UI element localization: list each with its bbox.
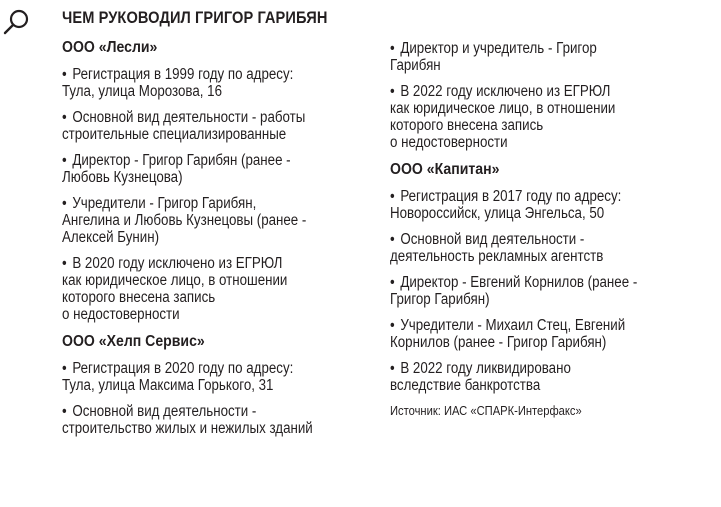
list-item-text: Регистрация в 2020 году по адресу:: [72, 360, 294, 377]
page-title: ЧЕМ РУКОВОДИЛ ГРИГОР ГАРИБЯН: [62, 8, 328, 27]
bullet-dot: •: [62, 403, 67, 420]
list-item-text: Основной вид деятельности -: [400, 231, 585, 248]
list-item-line: [62, 109, 337, 126]
list-item-line: как юридическое лицо, в отношении: [62, 272, 288, 289]
list-item-line: деятельность рекламных агентств: [390, 248, 604, 265]
bullet-dot: •: [390, 317, 395, 334]
list-item-line: Тула, улица Максима Горького, 31: [62, 377, 274, 394]
list-item-line: Ангелина и Любовь Кузнецовы (ранее -: [62, 212, 307, 229]
bullet-dot: •: [62, 66, 67, 83]
bullet-dot: •: [62, 195, 67, 212]
list-item-text: Директор - Евгений Корнилов (ранее -: [400, 274, 638, 291]
list-item-line: [390, 83, 674, 100]
list-item-line: [390, 360, 674, 377]
list-item-line: о недостоверности: [390, 134, 508, 151]
bullet-dot: •: [390, 83, 395, 100]
bullet-list: [390, 188, 720, 394]
right-column: [390, 40, 720, 419]
list-item-text: Директор и учредитель - Григор: [400, 40, 597, 57]
list-item-line: Алексей Бунин): [62, 229, 160, 246]
list-item-line: [390, 40, 674, 57]
bullet-list: [390, 40, 720, 151]
list-item-line: [390, 317, 674, 334]
list-item-line: Корнилов (ранее - Григор Гарибян): [390, 334, 607, 351]
list-item-text: Директор - Григор Гарибян (ранее -: [72, 152, 291, 169]
bullet-dot: •: [62, 152, 67, 169]
bullet-list: [62, 66, 382, 323]
list-item-line: [62, 255, 337, 272]
list-item-text: В 2022 году ликвидировано: [400, 360, 571, 377]
bullet-dot: •: [390, 274, 395, 291]
bullet-list: [62, 360, 382, 437]
list-item-line: вследствие банкротства: [390, 377, 541, 394]
list-item-line: [390, 274, 674, 291]
list-item-line: Тула, улица Морозова, 16: [62, 83, 223, 100]
list-item: [390, 317, 674, 351]
bullet-dot: •: [390, 231, 395, 248]
list-item-line: [62, 152, 337, 169]
bullet-dot: •: [390, 40, 395, 57]
list-item: [390, 188, 674, 222]
bullet-dot: •: [390, 360, 395, 377]
company-name: ООО «Капитан»: [390, 161, 500, 178]
list-item-line: [62, 195, 337, 212]
list-item-line: [62, 360, 337, 377]
bullet-dot: •: [62, 109, 67, 126]
list-item-text: Основной вид деятельности - работы: [72, 109, 306, 126]
search-icon: [2, 8, 30, 36]
list-item-line: которого внесена запись: [62, 289, 216, 306]
list-item: [390, 274, 674, 308]
list-item-line: строительство жилых и нежилых зданий: [62, 420, 313, 437]
list-item: [62, 255, 337, 323]
list-item-text: Регистрация в 1999 году по адресу:: [72, 66, 294, 83]
list-item-line: как юридическое лицо, в отношении: [390, 100, 616, 117]
list-item-text: Учредители - Григор Гарибян,: [72, 195, 257, 212]
list-item: [62, 152, 337, 186]
list-item-line: Григор Гарибян): [390, 291, 490, 308]
list-item: [390, 231, 674, 265]
list-item: [62, 360, 337, 394]
list-item: [62, 403, 337, 437]
list-item: [390, 360, 674, 394]
list-item: [390, 83, 674, 151]
list-item-text: Основной вид деятельности -: [72, 403, 257, 420]
left-column: [62, 38, 382, 446]
list-item-text: Регистрация в 2017 году по адресу:: [400, 188, 622, 205]
list-item-line: [62, 66, 337, 83]
list-item-line: Новороссийск, улица Энгельса, 50: [390, 205, 605, 222]
list-item-line: о недостоверности: [62, 306, 180, 323]
company-name: ООО «Лесли»: [62, 39, 158, 56]
list-item-line: которого внесена запись: [390, 117, 544, 134]
list-item: [62, 195, 337, 246]
bullet-dot: •: [390, 188, 395, 205]
list-item-line: [62, 403, 337, 420]
list-item-text: В 2020 году исключено из ЕГРЮЛ: [72, 255, 283, 272]
list-item-line: [390, 231, 674, 248]
company-name: ООО «Хелп Сервис»: [62, 333, 205, 350]
list-item: [62, 66, 337, 100]
bullet-dot: •: [62, 255, 67, 272]
list-item: [62, 109, 337, 143]
list-item-line: строительные специализированные: [62, 126, 287, 143]
list-item-text: Учредители - Михаил Стец, Евгений: [400, 317, 626, 334]
source-note: Источник: ИАС «СПАРК-Интерфакс»: [390, 403, 582, 418]
list-item-text: В 2022 году исключено из ЕГРЮЛ: [400, 83, 611, 100]
list-item: [390, 40, 674, 74]
list-item-line: [390, 188, 674, 205]
list-item-line: Гарибян: [390, 57, 441, 74]
bullet-dot: •: [62, 360, 67, 377]
list-item-line: Любовь Кузнецова): [62, 169, 183, 186]
